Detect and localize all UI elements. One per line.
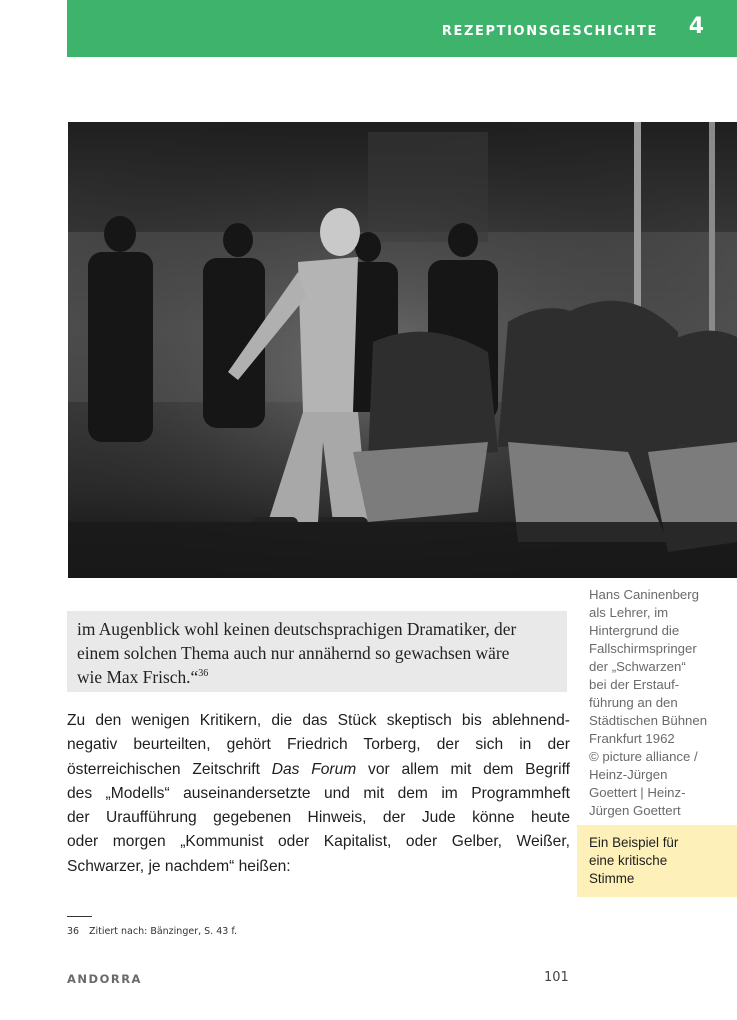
body-line-with-title — [67, 758, 570, 782]
caption-line: Fallschirmspringer — [589, 641, 697, 656]
caption-line: Städtischen Bühnen — [589, 713, 708, 728]
chapter-number: 4 — [688, 14, 704, 39]
photo-caption — [589, 586, 725, 820]
caption-line: Jürgen Goettert — [589, 803, 681, 818]
footnote-text: Zitiert nach: Bänzinger, S. 43 f. — [89, 926, 237, 937]
quote-line: im Augenblick wohl keinen deutschsprachigen Dramatiker, der — [77, 619, 517, 639]
caption-line: der „Schwarzen“ — [589, 659, 686, 674]
margin-note-line: eine kritische — [589, 853, 668, 868]
stage-photo-image — [68, 122, 737, 578]
footnote — [67, 926, 237, 937]
caption-line: Heinz-Jürgen — [589, 767, 668, 782]
caption-line: Goettert | Heinz- — [589, 785, 686, 800]
stage-photo — [68, 122, 737, 578]
body-text-segment: österreichischen Zeitschrift — [67, 760, 260, 778]
quote-line-text: wie Max Frisch.“ — [77, 667, 199, 687]
journal-title: Das Forum — [271, 760, 357, 778]
caption-line: führung an den — [589, 695, 678, 710]
body-line: der Uraufführung gegebenen Hinweis, der Jude könne heute — [67, 809, 570, 827]
quote-block — [67, 611, 567, 692]
chapter-header-bar — [67, 0, 737, 57]
caption-line: als Lehrer, im — [589, 605, 669, 620]
caption-line: Frankfurt 1962 — [589, 731, 675, 746]
section-title: REZEPTIONSGESCHICHTE — [441, 24, 658, 39]
margin-note — [577, 825, 737, 897]
footnote-divider — [67, 916, 92, 917]
footnote-number: 36 — [67, 926, 80, 937]
body-paragraph — [67, 709, 570, 879]
caption-line: Hans Caninenberg — [589, 587, 699, 602]
margin-note-line: Stimme — [589, 871, 635, 886]
book-title: ANDORRA — [67, 972, 142, 986]
caption-line: bei der Erstauf- — [589, 677, 680, 692]
body-line: des „Modells“ auseinandersetzte und mit dem im Programmheft — [67, 784, 570, 802]
quote-line-last — [77, 665, 557, 689]
body-text-segment: vor allem mit dem Begriff — [368, 760, 570, 778]
body-line: oder morgen „Kommunist oder Kapitalist, oder Gelber, Weißer, — [67, 833, 570, 851]
body-line: Schwarzer, je nachdem“ heißen: — [67, 857, 291, 875]
page-number: 101 — [544, 970, 569, 985]
margin-note-line: Ein Beispiel für — [589, 835, 679, 850]
body-line: negativ beurteilten, gehört Friedrich Torberg, der sich in der — [67, 736, 570, 754]
quote-line: einem solchen Thema auch nur annähernd so gewachsen wäre — [77, 643, 510, 663]
caption-line: Hintergrund die — [589, 623, 680, 638]
footnote-reference[interactable]: 36 — [198, 668, 209, 680]
caption-line: © picture alliance / — [589, 749, 698, 764]
body-line: Zu den wenigen Kritikern, die das Stück skeptisch bis ablehnend- — [67, 712, 570, 729]
